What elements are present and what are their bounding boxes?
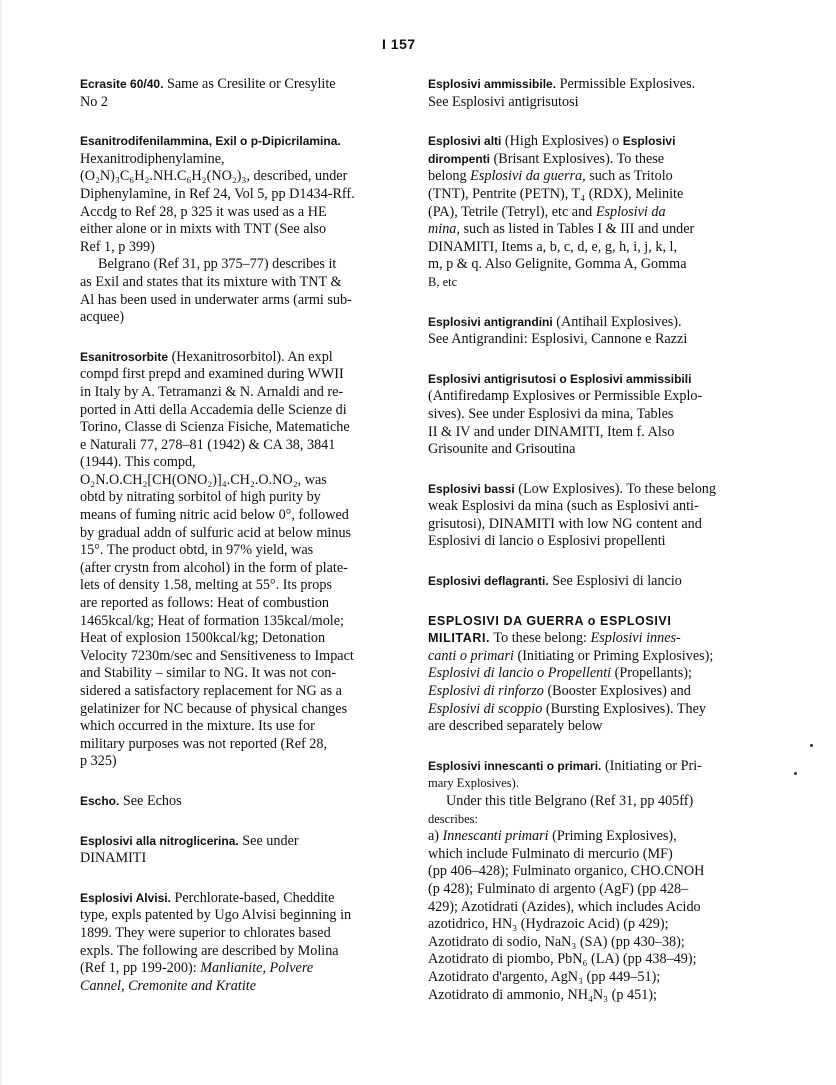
headword: Esplosivi bassi bbox=[428, 481, 515, 496]
entry-esplosivi-antigrisutosi: Esplosivi antigrisutosi o Esplosivi ammissibili (Antifiredamp Explosives or Permissible Explo- sives). See under Esplosivi da mina, Tables II & IV and under DINAMITI, Item f. Also Grisounite and Grisoutina bbox=[428, 371, 703, 458]
entry-esplosivi-alti: Esplosivi alti (High Explosives) o Esplosivi dirompenti (Brisant Explosives). To these belong Esplosivi da guerra, such as Tritolo (TNT), Pentrite (PETN), T₄ (RDX), Melinite (PA), Tetrile (Tetryl), etc and Esplosivi da mina, such as listed in Tables I & III and under DINAMITI, Items a, b, c, d, e, g, h, i, j, k, l, m, p & q. Also Gelignite, Gomma A, Gomma B, etc bbox=[428, 133, 695, 289]
headword: Esplosivi Alvisi. bbox=[80, 890, 171, 905]
entry-esplosivi-antigrandini: Esplosivi antigrandini (Antihail Explosives). See Antigrandini: Esplosivi, Cannone e Razzi bbox=[428, 313, 688, 348]
entry-esplosivi-deflagranti: Esplosivi deflagranti. See Esplosivi di lancio bbox=[428, 573, 682, 590]
entry-esanitrodifenilammina: Esanitrodifenilammina, Exil o p-Dipicrilamina. Hexanitrodiphenylamine, (O₂N)₃C₆H₂.NH.C₆H₂(NO₂)₃, described, under Diphenylamine, in Ref 24, Vol 5, pp D1434-Rff. Accdg to Ref 28, p 325 it was used as a HE either alone or in mixts with TNT (See also Ref 1, p 399) Belgrano (Ref 31, pp 375–77) describes it as Exil and states that its mixture with TNT & Al has been used in underwater arms (armi sub- acquee) bbox=[80, 134, 355, 326]
headword: Esplosivi ammissibile. bbox=[428, 77, 557, 91]
entry-esanitrosorbite: Esanitrosorbite (Hexanitrosorbitol). An expl compd first prepd and examined during WWII in Italy by A. Tetramanzi & N. Arnaldi and re- ported in Atti della Accademia delle Scienze di Torino, Classe di Scienza Fisiche, Matematiche e Naturali 77, 278–81 (1942) & CA 38, 3841 (1944). This compd, O₂N.O.CH₂[CH(ONO₂)]₄.CH₂.O.NO₂, was obtd by nitrating sorbitol of high purity by means of fuming nitric acid below 0°, followed by gradual addn of sulfuric acid at below minus 15°. The product obtd, in 97% yield, was (after crystn from alcohol) in the form of plate- lets of density 1.58, melting at 55°. Its props are reported as follows: Heat of combustion 1465kcal/kg; Heat of formation 135kcal/mole; Heat of explosion 1500kcal/kg; Detonation Velocity 7230m/sec and Sensitiveness to Impact and Stability – similar to NG. It was not con- sidered a satisfactory replacement for NG as a gelatinizer for NC because of physical changes which occurred in the mixture. Its use for military purposes was not reported (Ref 28, p 325) bbox=[80, 348, 354, 770]
entry-esplosivi-nitroglicerina: Esplosivi alla nitroglicerina. See under DINAMITI bbox=[80, 832, 299, 867]
page-number: I 157 bbox=[382, 36, 416, 52]
headword: Esplosivi deflagranti. bbox=[428, 574, 549, 589]
entry-esplosivi-alvisi: Esplosivi Alvisi. Perchlorate-based, Cheddite type, expls patented by Ugo Alvisi beginning in 1899. They were superior to chlorates based expls. The following are described by Molina (Ref 1, pp 199-200): Manlianite, Polvere Cannel, Cremonite and Kratite bbox=[80, 889, 352, 994]
headword: Esplosivi alti bbox=[428, 134, 502, 149]
headword: Esanitrodifenilammina, Exil o p-Dipicrilamina. bbox=[80, 134, 341, 149]
entry-escho: Escho. See Echos bbox=[80, 792, 182, 809]
headword: Esanitrosorbite bbox=[80, 349, 169, 364]
scan-edge bbox=[0, 0, 2, 1085]
entry-esplosivi-ammissibile: Esplosivi ammissibile. Permissible Explosives. See Esplosivi antigrisutosi bbox=[428, 76, 696, 110]
entry-ecrasite: Ecrasite 60/40. Same as Cresilite or Cresylite No 2 bbox=[80, 76, 336, 110]
headword: Escho. bbox=[80, 793, 120, 808]
entry-esplosivi-da-guerra: ESPLOSIVI DA GUERRA o ESPLOSIVI MILITARI. To these belong: Esplosivi innes- canti o primari (Initiating or Priming Explosives); Esplosivi di lancio o Propellenti (Propellants); Esplosivi di rinforzo (Booster Explosives) and Esplosivi di scoppio (Bursting Explosives). They are described separately below bbox=[428, 613, 714, 735]
headword: ESPLOSIVI DA GUERRA o ESPLOSIVI bbox=[428, 613, 672, 628]
headword: Ecrasite 60/40. bbox=[80, 77, 164, 91]
left-column bbox=[80, 76, 380, 1017]
headword: Esplosivi antigrisutosi o Esplosivi ammissibili bbox=[428, 371, 692, 386]
right-column bbox=[428, 76, 740, 1026]
entry-esplosivi-bassi: Esplosivi bassi (Low Explosives). To these belong weak Esplosivi da mina (such as Esplosivi anti- grisutosi), DINAMITI with low NG content and Esplosivi di lancio o Esplosivi propellenti bbox=[428, 480, 716, 550]
headword: Esplosivi antigrandini bbox=[428, 314, 553, 329]
scan-speck bbox=[810, 744, 813, 747]
scan-speck bbox=[794, 772, 797, 775]
headword: Esplosivi alla nitroglicerina. bbox=[80, 833, 239, 848]
entry-esplosivi-innescanti: Esplosivi innescanti o primari. (Initiating or Pri- mary Explosives). Under this title Belgrano (Ref 31, pp 405ff) describes: a) Innescanti primari (Priming Explosives), which include Fulminato di mercurio (MF) (pp 406–428); Fulminato organico, CHO.CNOH (p 428); Fulminato di argento (AgF) (pp 428– 429); Azotidrati (Azides), which includes Acido azotidrico, HN₃ (Hydrazoic Acid) (p 429); Azotidrato di sodio, NaN₃ (SA) (pp 430–38); Azotidrato di piombo, PbN₆ (LA) (pp 438–49); Azotidrato d'argento, AgN₃ (pp 449–51); Azotidrato di ammonio, NH₄N₃ (p 451); bbox=[428, 757, 705, 1003]
headword: Esplosivi innescanti o primari. bbox=[428, 758, 602, 773]
